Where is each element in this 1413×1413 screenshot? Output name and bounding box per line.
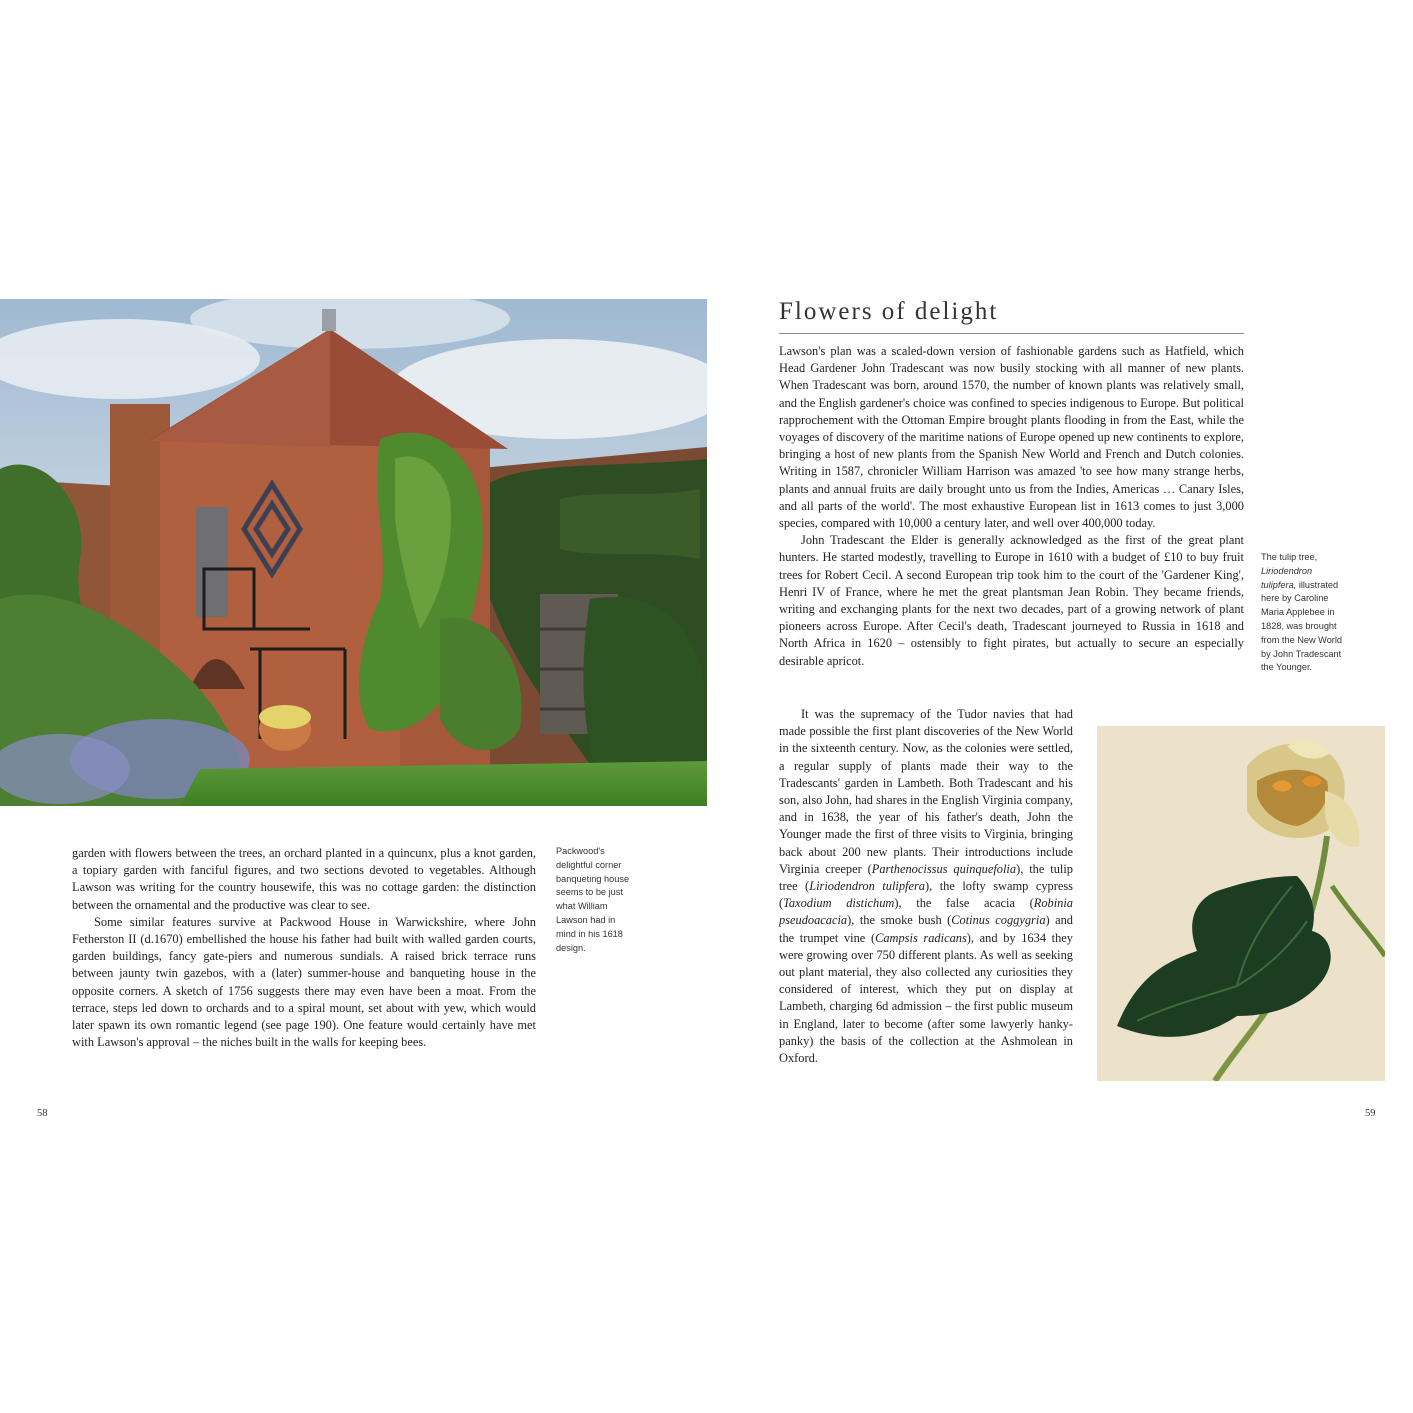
narrow-text-part: ), the false acacia ( — [894, 896, 1034, 911]
right-paragraph-1: Lawson's plan was a scaled-down version of fashionable gardens such as Hatfield, which Head Gardener John Tradescant was now busily stocking with all manner of new plants. When Tradescant was born, around 1570, the number of known plants was relatively small, and the English gardener's choice was confined to species indigenous to Europe. But political rapprochement with the Ottoman Empire brought plants flooding in from the East, while the voyages of discovery of the maritime nations of Europe opened up new continents to explore, bringing a host of new plants from the Spanish New World and French and Dutch colonies. Writing in 1587, chronicler William Harrison was amazed 'to see how many strange herbs, plants and annual fruits are daily brought unto us from the Indies, Americas … Canary Isles, and all parts of the world'. The most exhaustive European list in 1613 comes to just 3,000 species, compared with 10,000 a century later, and well over 400,000 today. — [779, 344, 1244, 531]
right-narrow-text — [779, 706, 1073, 1067]
latin-name: Parthenocissus quinquefolia — [871, 861, 1017, 876]
caption-line: illustrated here by Caroline Maria Applebee in 1828, was brought from the New World by John Tradescant the Younger. — [1261, 579, 1343, 673]
tulip-tree-caption — [1261, 551, 1343, 675]
latin-name: Liriodendron tulipfera — [809, 879, 925, 894]
page-number-left: 58 — [37, 1108, 48, 1119]
section-heading: Flowers of delight — [779, 298, 999, 325]
caption-latin-name: Liriodendron tulipfera, — [1261, 565, 1313, 590]
photo-caption-text: Packwood's delightful corner banqueting house seems to be just what William Lawson had in mind in his 1618 design. — [556, 846, 630, 953]
right-paragraph-2: John Tradescant the Elder is generally acknowledged as the first of the great plant hunters. He started modestly, travelling to Europe in 1610 with a budget of £10 to buy fruit trees for Robert Cecil. A second European trip took him to the court of the 'Gardener King', Henri IV of France, where he met the great plantsman Jean Robin. They became friends, writing and exchanging plants for the next two decades, part of a growing network of plant pioneers across Europe. After Cecil's death, Tradescant journeyed to Russia in 1618 and North Africa in 1620 – ostensibly to fight pirates, but actually to secure an especially desirable apricot. — [779, 533, 1244, 668]
right-body-text — [779, 343, 1244, 670]
narrow-text-part: ), the lofty swamp cypress ( — [779, 879, 1073, 911]
heading-rule — [779, 333, 1244, 334]
narrow-text-part: ), and by 1634 they were growing over 750 different plants. As well as seeking out plant material, they also collected any curiosities they considered of interest, which they put on display at Lambeth, charging 6d admission – the first public museum in England, later to become (after some lawyerly hanky-panky) the basis of the collection at the Ashmolean in Oxford. — [779, 930, 1074, 1066]
caption-line: The tulip tree, — [1261, 552, 1318, 562]
left-body-text — [72, 845, 536, 1051]
latin-name: Campsis radicans — [875, 930, 967, 945]
narrow-text-part: ), the smoke bush ( — [847, 913, 952, 928]
banqueting-house-photo — [0, 299, 707, 806]
left-paragraph-1: garden with flowers between the trees, an orchard planted in a quincunx, plus a knot garden, a topiary garden with fanciful figures, and two sections devoted to vegetables. Although Lawson was writing for the country housewife, this was no cottage garden: the distinction between the ornamental and the productive was clear to see. — [72, 846, 536, 912]
tulip-tree-illustration — [1097, 726, 1385, 1081]
narrow-text-part: ), the tulip tree ( — [779, 861, 1074, 894]
latin-name: Taxodium distichum — [783, 896, 895, 911]
page-number-right: 59 — [1365, 1108, 1376, 1119]
latin-name: Cotinus coggygria — [951, 913, 1046, 928]
left-paragraph-2: Some similar features survive at Packwood House in Warwickshire, where John Fetherston II (d.1670) embellished the house his father had built with walled garden courts, garden buildings, fancy gate-piers and numerous sundials. A raised brick terrace runs between jaunty twin gazebos, with a (later) summer-house and banqueting house in the opposite corners. A sketch of 1756 suggests there may even have been a moat. From the terrace, steps led down to orchards and to a spiral mount, set about with yew, which would later spawn its own romantic legend (see page 190). One feature would certainly have met with Lawson's approval – the niches built in the walls for keeping bees. — [72, 914, 536, 1050]
narrow-text-part: ) and the trumpet vine ( — [779, 913, 1073, 945]
narrow-text-part: It was the supremacy of the Tudor navies that had made possible the first plant discoveries of the New World in the sixteenth century. Now, as the colonies were settled, a regular supply of plants made their way to the Tradescants' garden in Lambeth. Both Tradescant and his son, also John, had shares in the English Virginia company, and in 1638, the year of his father's death, John the Younger made the first of three visits to Virginia, bringing back about 200 new plants. Their introductions include Virginia creeper ( — [779, 707, 1073, 876]
latin-name: Robinia pseudoacacia — [779, 896, 1073, 928]
photo-caption — [556, 845, 636, 955]
